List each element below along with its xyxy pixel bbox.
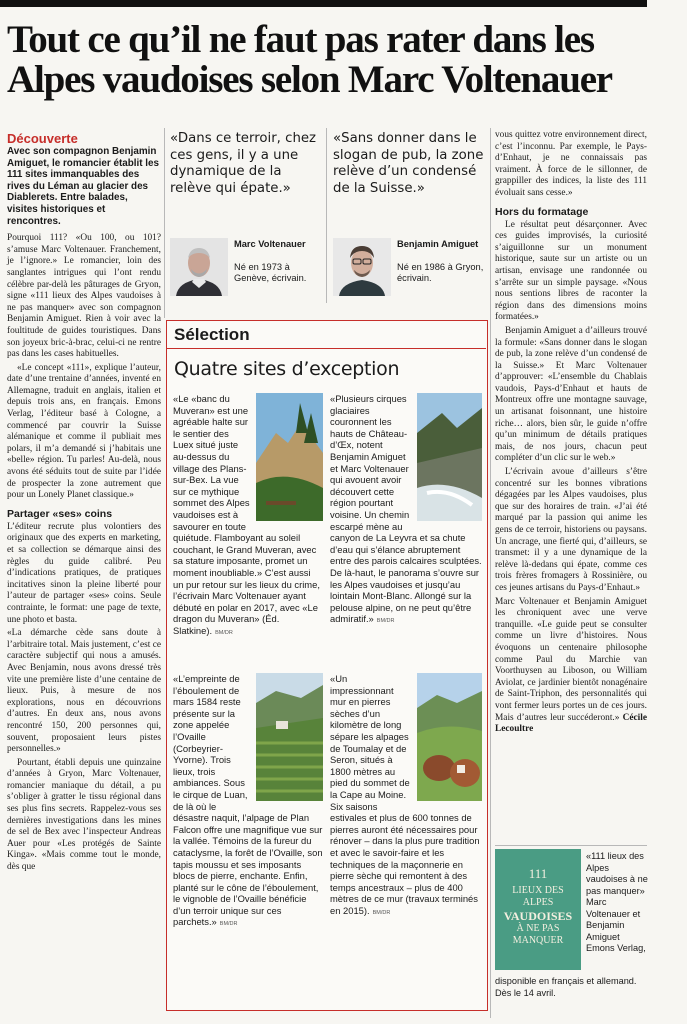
paragraph: L’éditeur recrute plus volontiers des originaux que des experts en marketing, et sa collection se démarque ainsi des règles du guide calibré. Peu d’indications pratiques, de pratiques incitatives sinon la pleine liberté pour l’auteur de partager «ses» coins. Seule contrainte, le format: une page de texte, une photo et basta. (7, 521, 161, 625)
book-cover (495, 849, 581, 970)
photo-credit: BM/DR (215, 629, 233, 636)
paragraph-text: Marc Voltenauer et Benjamin Amiguet les chroniquent avec une verve tranquille. «Le guide peut se consulter comme un livre d’histoires. Nous évoquons un centenaire philosophe comme Paul du Marchie van Voorthuysen au Liboson, ou William Aviolat, ce jardinier bientôt nonagénaire de Saint-Triphon, des personnalités qui vont fermer leurs portes un de ces jours. Mais d’autres leur succéderont.» (495, 596, 647, 723)
portrait-photo (170, 238, 228, 296)
book-cover-line: VAUDOISES (503, 909, 573, 923)
site-description: «L’empreinte de l’éboulement de mars 1584 reste présente sur la zone appelée l’Ovaille (Corbeyrier-Yvorne). Trois lieux, trois ambiances. Sous le cirque de Luan, de là où le désastre naquit, l’alpage de Plan Falcon offre une magnifique vue sur la vallée. Témoins de la fureur du cataclysme, la forêt de l’Ovaille, son tapis moussu et ses imposants blocs de pierre, enchante. Enfin, planté sur le cône de l’éboulement, le vignoble de l’Ovaille bénéficie d’un terroir unique sur ces parchets.» (173, 673, 323, 928)
person-name: Benjamin Amiguet (397, 239, 479, 249)
photo-credit: BM/DR (219, 921, 238, 928)
paragraph: Benjamin Amiguet a d’ailleurs trouvé la formule: «Sans donner dans le slogan de pub, la zone relève d’un condensé de la Suisse.» Et Marc Voltenauer d’approuver: «L’ensemble du Chablais vaudois, Pays-d’Enhaut et hauts de Montreux offre une montagne sauvage, un artisanat foisonnant, une histoire riche… alors, bien sûr, le guide n’offre qu’un minimum de détails pratiques mais, de nos jours, chacun peut compléter d’un clic sur le web.» (495, 325, 647, 464)
paragraph: Pourtant, établi depuis une quinzaine d’années à Gryon, Marc Voltenauer, romancier maniaque du détail, a pu s’obliger à gratter le tissu régional dans ses plus fins secrets. Rappelez-vous ses dernières investigations dans les mines de sel de Bex avec l’inspecteur Andreas Auer pour «Les protégés de Sainte Kinga». «Mais comme tout le monde, dès que (7, 757, 161, 873)
paragraph: L’écrivain avoue d’ailleurs s’être concentré sur les bonnes vibrations dégagées par les Alpes vaudoises, plus que sur des horaires de train. «J’ai été marqué par la passion qui anime les gens de ce terroir, historiens ou paysans. Un ancrage, une fierté qui, d’ailleurs, se transmet: il y a une dynamique de la relève là-dedans qui épate, comme ces trois frères fromagers à Rossinière, ou ces jeunes artisans du Pays-d’Enhaut.» (495, 467, 647, 593)
person-info: Né en 1973 à Genève, écrivain. (234, 262, 307, 283)
book-cover-line: À NE PAS (516, 923, 560, 934)
top-rule (0, 0, 647, 7)
paragraph: vous quittez votre environnement direct, c’est l’inconnu. Par exemple, le Pays-d’Enhaut, je ne connaissais pas vraiment. À force de le sillonner, de grappiller des indices, la liste des 111 évoluait sans cesse.» (495, 130, 647, 198)
article-column-4 (495, 130, 647, 738)
site-entry (173, 673, 323, 931)
column-divider (326, 128, 327, 303)
book-cover-line: MANQUER (512, 935, 564, 946)
site-entry (173, 393, 323, 639)
site-description: «Le «banc du Muveran» est une agréable halte sur le sentier des Luex situé juste au-dessus du village des Plans-sur-Bex. La vue sur ce mythique sommet des Alpes vaudoises est à savourer en toute quiétude. Flamboyant au soleil couchant, le Grand Muveran, avec sa stature imposante, promet un moment inoubliable.» C’est aussi un pur retour sur les lieux du crime, l’écrivain Marc Voltenauer ayant débuté en polar en 2017, avec «Le dragon du Muveran» (Éd. Slatkine). (173, 393, 320, 636)
book-caption: «111 lieux des Alpes vaudoises à ne pas manquer» Marc Voltenauer et Benjamin Amiguet Emons Verlag, (586, 851, 648, 953)
photo-ovaille (256, 673, 323, 801)
subheading: Hors du formatage (495, 205, 589, 218)
divider (495, 845, 647, 846)
headline: Tout ce qu’il ne faut pas rater dans les Alpes vaudoises selon Marc Voltenauer (7, 18, 612, 101)
paragraph (495, 597, 647, 736)
site-entry (330, 393, 482, 628)
photo-toumalay (417, 673, 482, 801)
paragraph: Le résultat peut désarçonner. Avec ces guides improvisés, la curiosité s’aiguillonne sur un monument historique, saute sur un artiste ou un artisan, envisage une randonnée ou s’arrête sur un simple paysage. «Nous nous sentions libres de raconter la région dans des dimensions moins formatées.» (495, 219, 647, 323)
paragraph: «La démarche cède sans doute à l’arbitraire total. Mais justement, c’est ce caractère subjectif qui nous a amusés. Avec Benjamin, nous avons dressé très vite une première liste d’une centaine de lieux. Puis, à mesure de nos explorations, nous en découvrions d’autres. En deux ans, nous avons rencontré 150, 200 personnes qui, souvent, proposaient leurs pistes personnelles.» (7, 628, 161, 755)
book-cover-text (503, 867, 573, 947)
book-availability: disponible en français et allemand. Dès le 14 avril. (495, 976, 637, 998)
author-card (170, 238, 325, 296)
selection-heading: Quatre sites d’exception (174, 358, 400, 380)
selection-box (166, 320, 488, 1011)
selection-label: Sélection (174, 325, 250, 344)
column-divider (164, 128, 165, 318)
site-description: «Un impressionnant mur en pierres sèches d’un kilomètre de long sépare les alpages de Toumalay et de Seron, situés à 1800 mètres au pied du sommet de la Cape au Moine. Six saisons estivales et plus de 600 tonnes de pierres auront été nécessaires pour rénover – dans la plus pure tradition et avec le savoir-faire et les techniques de la maçonnerie en pierre sèche qui remontent à des temps ancestraux – plus de 400 mètres de ce mur (travaux terminés en 2015). (330, 673, 480, 916)
pull-quote: «Sans donner dans le slogan de pub, la zone relève d’un condensé de la Suisse.» (333, 131, 484, 196)
article-column-1 (7, 132, 161, 876)
photo-credit: BM/DR (376, 618, 395, 625)
column-divider (490, 128, 491, 1018)
book-cover-number: 111 (528, 866, 548, 881)
selection-header-bar (167, 321, 486, 349)
paragraph: «Le concept «111», explique l’auteur, date d’une trentaine d’années, inventé en Allemagne, traduit en anglais, italien et depuis trois ans, en français. Emons Verlag, l’éditeur basé à Cologne, a commencé par couvrir la Suisse alémanique et comme il publiait mes polars, il m’a demandé si j’habitais une «belle» région. Tu parles! Au-delà, nous avons été séduits tout de suite par l’idée de prospecter la zone autrement que pour un Lonely Planet classique.» (7, 362, 161, 501)
person-name: Marc Voltenauer (234, 239, 306, 249)
photo-leyvra (417, 393, 482, 521)
photo-muveran (256, 393, 323, 521)
lede: Avec son compagnon Benjamin Amiguet, le romancier établit les 111 sites immanquables des rives du Léman au glacier des Diablerets. Entre balades, visites historiques et rencontres. (7, 146, 160, 227)
kicker: Découverte (7, 131, 78, 146)
person-info: Né en 1986 à Gryon, écrivain. (397, 262, 484, 283)
book-cover-line: LIEUX DES ALPES (512, 885, 564, 908)
site-entry (330, 673, 482, 919)
portrait-photo (333, 238, 391, 296)
author-card (333, 238, 488, 296)
paragraph: Pourquoi 111? «Ou 100, ou 101? s’amuse Marc Voltenauer. Franchement, je l’ignore.» Le romancier, loin des sanglantes intrigues qui l’ont rendu célèbre par-delà les pâturages de Gryon, signe «111 lieux des Alpes vaudoises à ne pas manquer» avec son compagnon Benjamin Amiguet. Rien à voir avec la foultitude de guides touristiques. Dans son joyeux bric-à-brac, celui-ci ne rentre pas dans les cases habituelles. (7, 233, 161, 360)
author-signature: Cécile Lecoultre (495, 712, 647, 735)
photo-credit: BM/DR (372, 909, 391, 916)
subheading: Partager «ses» coins (7, 507, 113, 520)
pull-quote: «Dans ce terroir, chez ces gens, il y a une dynamique de la relève qui épate.» (170, 131, 317, 196)
site-description: «Plusieurs cirques glaciaires couronnent les hauts de Château-d’Œx, notent Benjamin Amiguet et Marc Voltenauer qui avouent avoir découvert cette région pourtant voisine. Un chemin escarpé mène au canyon de La Leyvra et sa chute d’eau qui s’élance abruptement entre des parois calcaires sculptées. De là-haut, le panorama s’ouvre sur les Alpes vaudoises et jusqu’au lointain Mont-Blanc. Allongé sur la pelouse alpine, on ne peut qu’être admiratif.» (330, 393, 482, 625)
